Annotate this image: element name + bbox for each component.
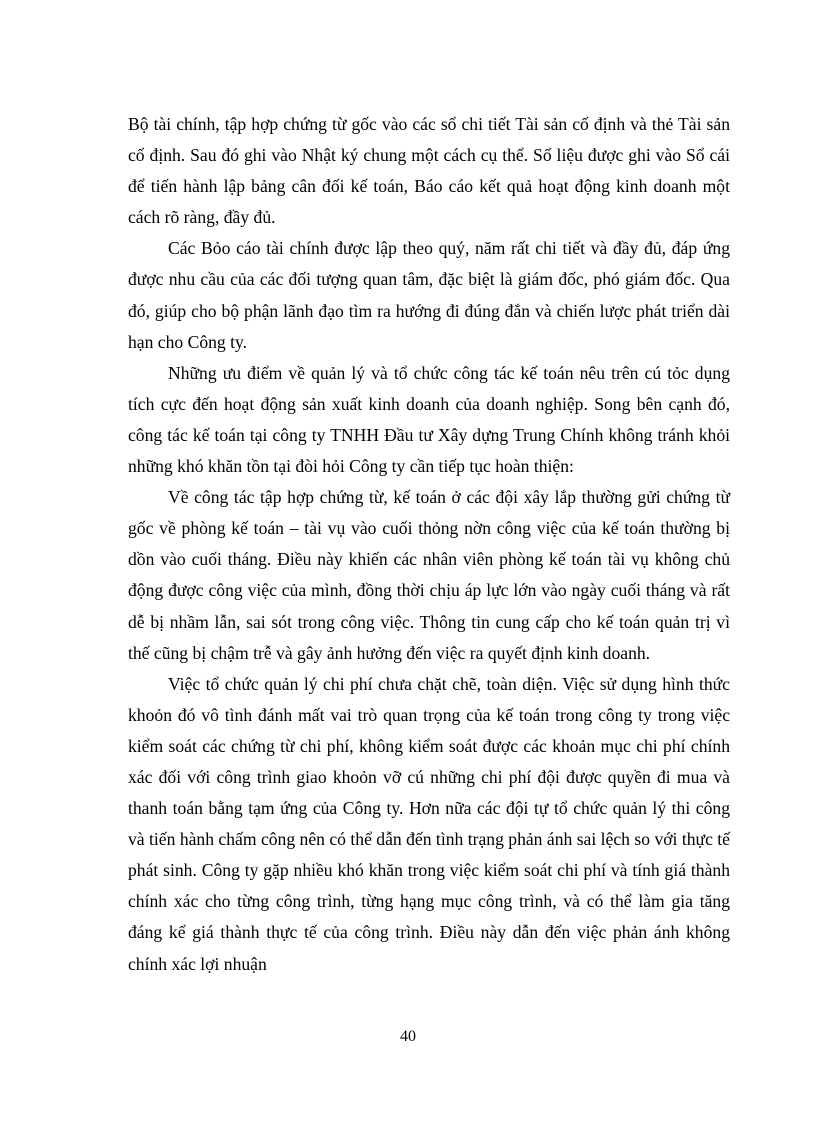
- page-number: 40: [400, 1028, 416, 1045]
- paragraph-financial-reports: Các Bỏo cáo tài chính được lập theo quý, năm rất chi tiết và đầy đủ, đáp ứng được nhu cầu của các đối tượng quan tâm, đặc biệt là giám đốc, phó giám đốc. Qua đó, giúp cho bộ phận lãnh đạo tìm ra hướng đi đúng đắn và chiến lược phát triển dài hạn cho Công ty.: [128, 238, 730, 352]
- document-body: [128, 109, 730, 980]
- paragraph-advantages: Những ưu điểm về quản lý và tổ chức công tác kế toán nêu trên cú tỏc dụng tích cực đến hoạt động sản xuất kinh doanh của doanh nghiệp. Song bên cạnh đó, công tác kế toán tại công ty TNHH Đầu tư Xây dựng Trung Chính không tránh khỏi những khó khăn tồn tại đòi hỏi Công ty cần tiếp tục hoàn thiện:: [128, 362, 730, 477]
- paragraph-cost-management: Việc tổ chức quản lý chi phí chưa chặt chẽ, toàn diện. Việc sử dụng hình thức khoỏn đó vô tình đánh mất vai trò quan trọng của kế toán trong công ty trong việc kiểm soát các chứng từ chi phí, không kiểm soát được các khoản mục chi phí chính xác đối với công trình giao khoỏn vỡ cú những chi phí đội được quyền đi mua và thanh toán bằng tạm ứng của Công ty. Hơn nữa các đội tự tổ chức quản lý thi công và tiến hành chấm công nên có thể dẫn đến tình trạng phản ánh sai lệch so với thực tế phát sinh. Công ty gặp nhiều khó khăn trong việc kiểm soát chi phí và tính giá thành chính xác cho từng công trình, từng hạng mục công trình, và có thể làm gia tăng đáng kể giá thành thực tế của công trình. Điều này dẫn đến việc phản ánh không chính xác lợi nhuận: [128, 673, 730, 974]
- paragraph-document-collection: Về công tác tập hợp chứng từ, kế toán ở các đội xây lắp thường gửi chứng từ gốc về phòng kế toán – tài vụ vào cuối thỏng nờn công việc của kế toán thường bị dồn vào cuối tháng. Điều này khiến các nhân viên phòng kế toán tài vụ không chủ động được công việc của mình, đồng thời chịu áp lực lớn vào ngày cuối tháng và rất dễ bị nhầm lẫn, sai sót trong công việc. Thông tin cung cấp cho kế toán quản trị vì thế cũng bị chậm trễ và gây ảnh hưởng đến việc ra quyết định kinh doanh.: [128, 487, 730, 663]
- paragraph-continuation: Bộ tài chính, tập hợp chứng từ gốc vào các sổ chi tiết Tài sản cố định và thẻ Tài sản cố định. Sau đó ghi vào Nhật ký chung một cách cụ thể. Số liệu được ghi vào Sổ cái để tiến hành lập bảng cân đối kế toán, Báo cáo kết quả hoạt động kinh doanh một cách rõ ràng, đầy đủ.: [128, 114, 730, 228]
